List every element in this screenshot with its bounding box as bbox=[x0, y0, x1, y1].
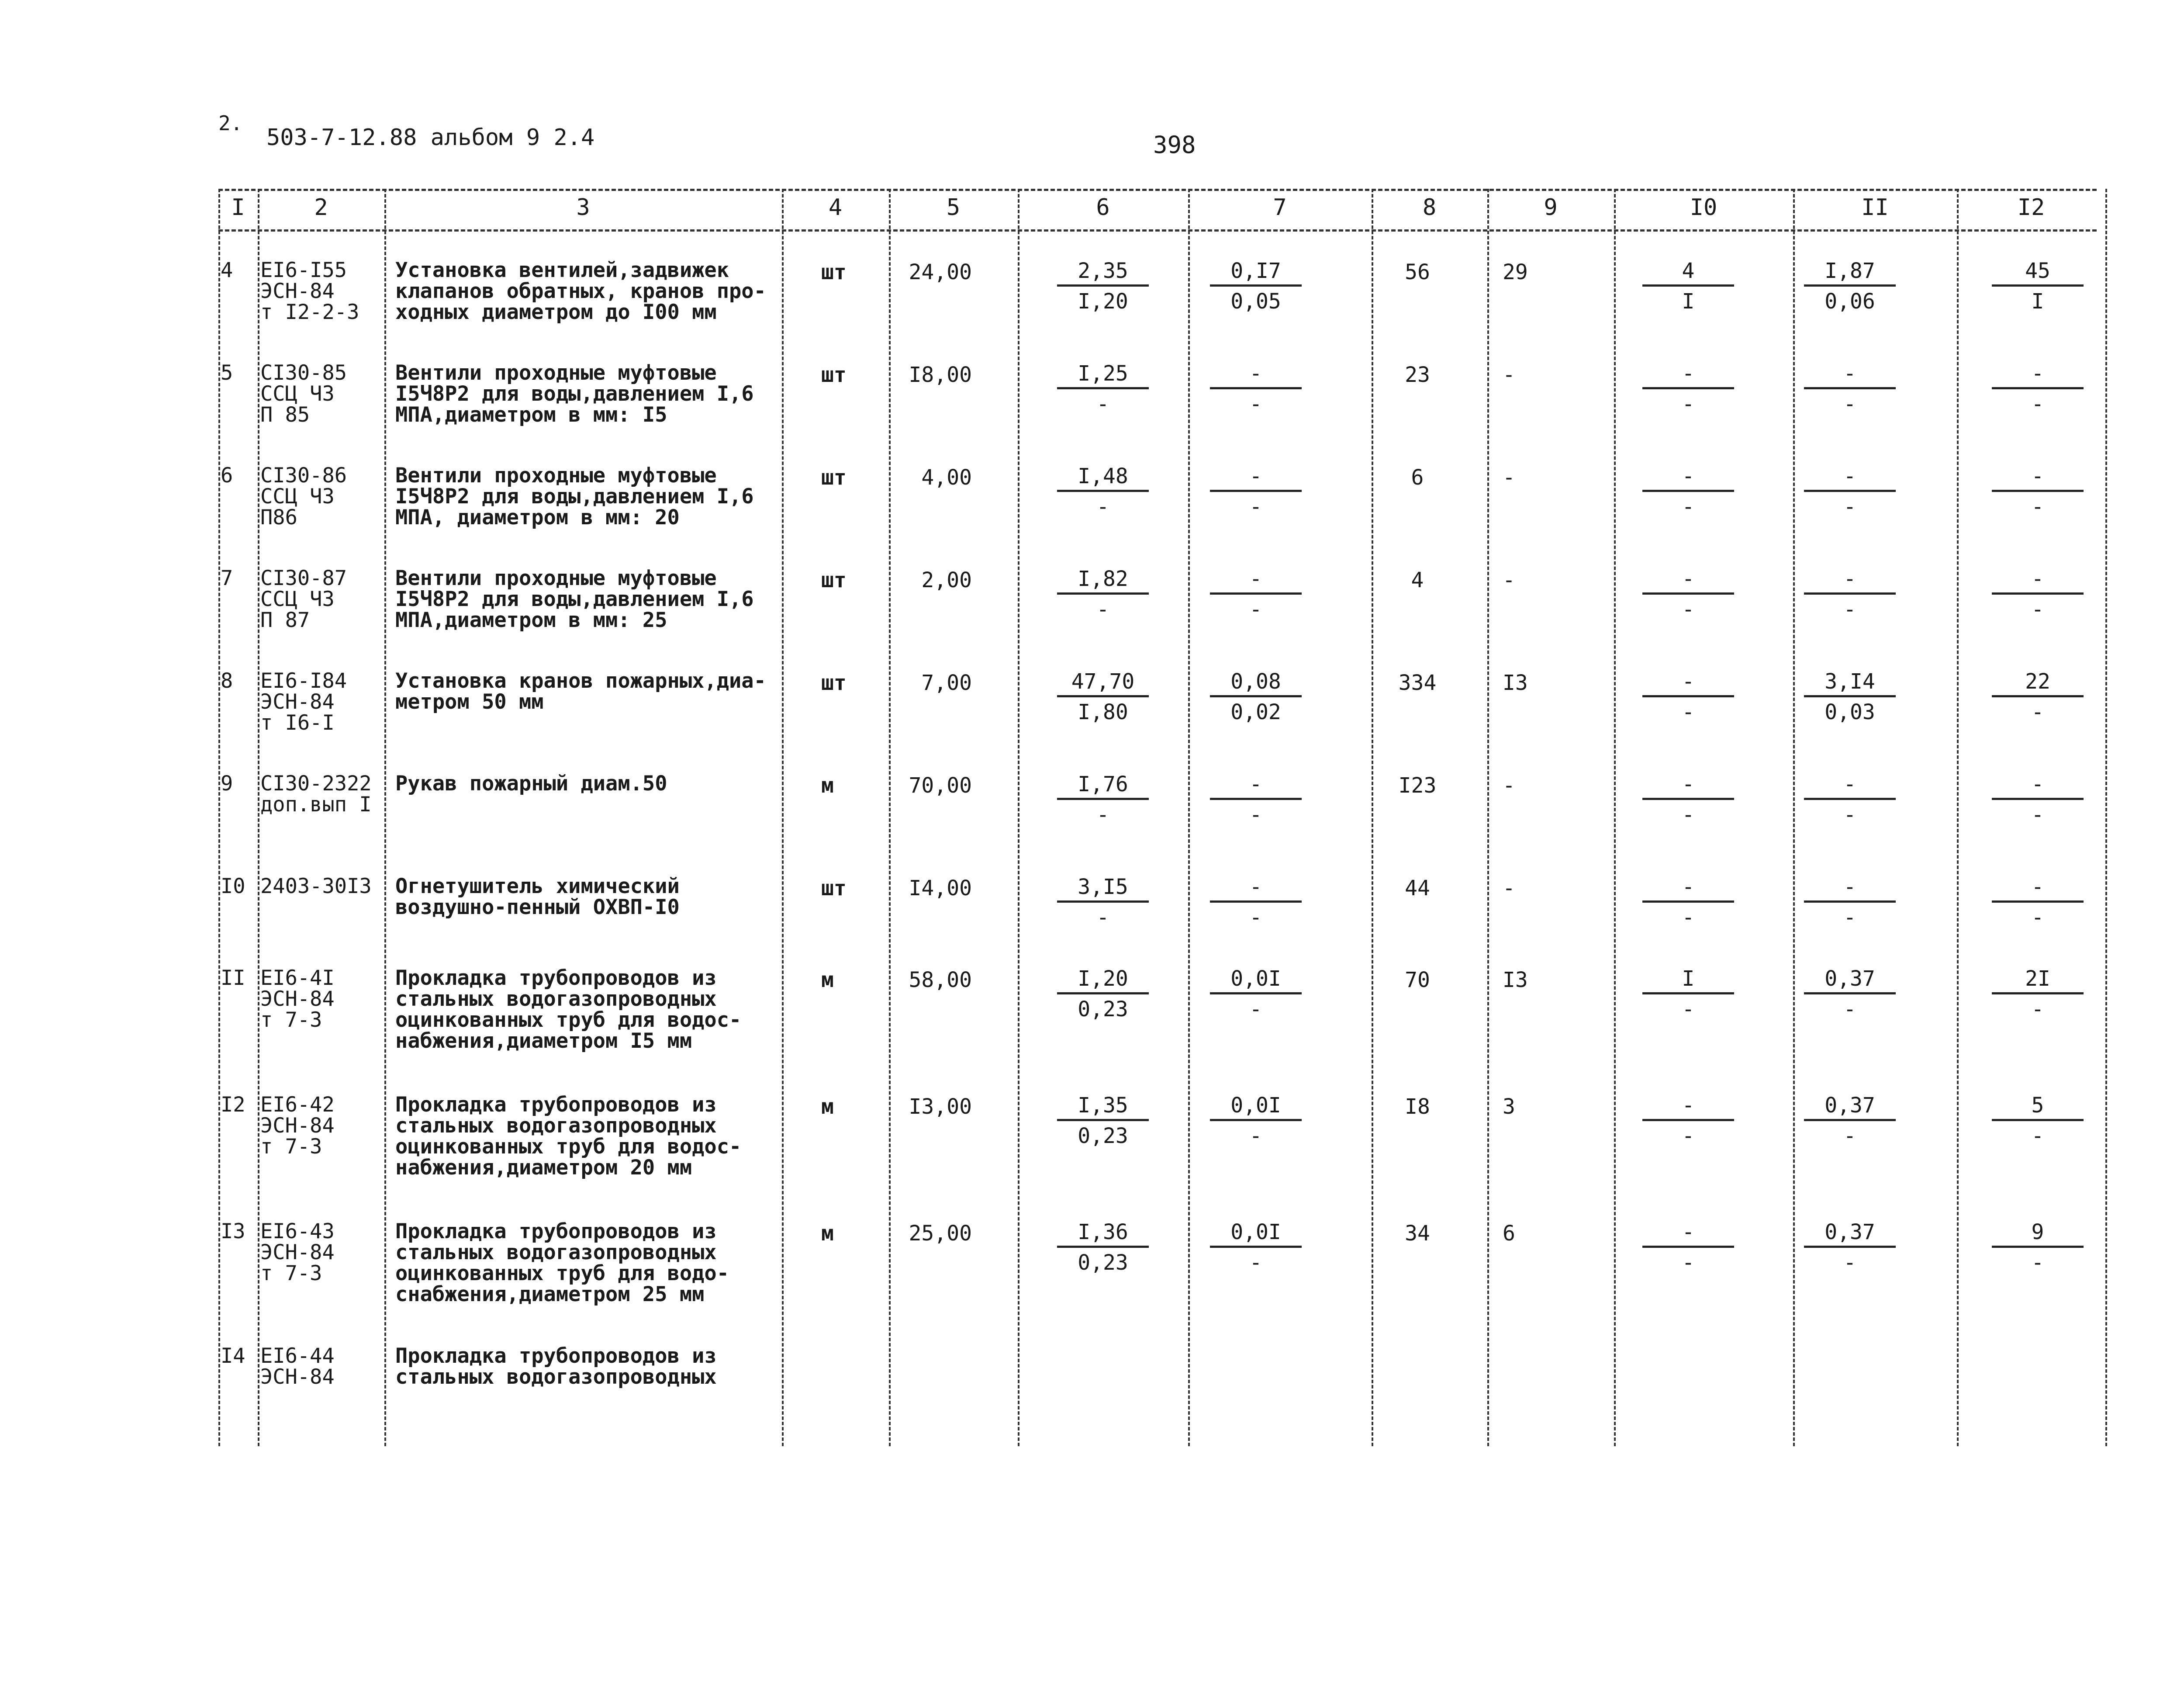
row-number: 9 bbox=[221, 772, 233, 796]
value-col-9: - bbox=[1503, 465, 1515, 490]
fraction-cell bbox=[1057, 465, 1149, 519]
work-description: Прокладка трубопроводов из стальных водогазопроводных оцинкованных труб для водос- набжения,диаметром 20 мм bbox=[395, 1093, 742, 1180]
fraction-denominator: - bbox=[1096, 392, 1109, 416]
fraction-denominator: - bbox=[1682, 700, 1695, 724]
fraction-cell bbox=[1210, 773, 1302, 827]
fraction-denominator: - bbox=[1249, 392, 1262, 416]
fraction-numerator: 5 bbox=[1992, 1094, 2084, 1121]
work-description: Прокладка трубопроводов из стальных водогазопроводных оцинкованных труб для водо- снабжения,диаметром 25 мм bbox=[395, 1219, 729, 1306]
fraction-numerator: - bbox=[1642, 876, 1734, 903]
column-divider bbox=[2105, 189, 2107, 1446]
fraction-denominator: - bbox=[1843, 803, 1856, 827]
norm-code: CI30-86 ССЦ Ч3 П86 bbox=[260, 464, 347, 530]
column-divider bbox=[1793, 189, 1795, 1446]
row-number: 6 bbox=[221, 464, 233, 488]
column-header: II bbox=[1861, 194, 1889, 221]
quantity: I3,00 bbox=[909, 1094, 972, 1119]
fraction-cell bbox=[1057, 876, 1149, 930]
fraction-cell bbox=[1642, 260, 1734, 314]
fraction-denominator: - bbox=[2031, 1250, 2044, 1275]
column-divider bbox=[1372, 189, 1373, 1446]
norm-code: EI6-42 ЭСН-84 т 7-3 bbox=[260, 1093, 335, 1159]
fraction-denominator: - bbox=[1096, 803, 1109, 827]
fraction-denominator: - bbox=[2031, 392, 2044, 416]
fraction-cell bbox=[1210, 260, 1302, 314]
fraction-denominator: - bbox=[2031, 905, 2044, 930]
row-number: I4 bbox=[221, 1344, 245, 1368]
document-code: 503-7-12.88 альбом 9 2.4 bbox=[266, 125, 595, 151]
column-header: 2 bbox=[314, 194, 328, 221]
work-description: Вентили проходные муфтовые I5Ч8Р2 для воды,давлением I,6 МПА,диаметром в мм: I5 bbox=[395, 361, 754, 427]
fraction-denominator: - bbox=[1682, 597, 1695, 622]
fraction-denominator: 0,03 bbox=[1825, 700, 1875, 724]
value-col-9: - bbox=[1503, 876, 1515, 900]
fraction-numerator: 45 bbox=[1992, 260, 2084, 287]
fraction-numerator: 0,0I bbox=[1210, 968, 1302, 994]
fraction-denominator: - bbox=[1682, 495, 1695, 519]
fraction-denominator: 0,06 bbox=[1825, 289, 1875, 314]
fraction-numerator: 0,I7 bbox=[1210, 260, 1302, 287]
unit: м bbox=[821, 773, 834, 798]
fraction-numerator: - bbox=[1210, 568, 1302, 595]
fraction-cell bbox=[1804, 363, 1896, 416]
fraction-cell bbox=[1992, 671, 2084, 724]
work-description: Прокладка трубопроводов из стальных водогазопроводных bbox=[395, 1344, 717, 1389]
fraction-denominator: - bbox=[1249, 1124, 1262, 1148]
fraction-cell bbox=[1057, 968, 1149, 1022]
fraction-numerator: 0,0I bbox=[1210, 1094, 1302, 1121]
work-description: Установка кранов пожарных,диа- метром 50 мм bbox=[395, 669, 766, 714]
quantity: 4,00 bbox=[921, 465, 972, 490]
fraction-cell bbox=[1804, 1221, 1896, 1275]
fraction-numerator: 0,37 bbox=[1804, 1094, 1896, 1121]
fraction-numerator: 3,I4 bbox=[1804, 671, 1896, 697]
fraction-numerator: - bbox=[1642, 363, 1734, 389]
column-divider bbox=[1614, 189, 1616, 1446]
fraction-cell bbox=[1642, 671, 1734, 724]
value-col-9: 6 bbox=[1503, 1221, 1515, 1246]
fraction-numerator: - bbox=[1642, 1221, 1734, 1248]
work-description: Прокладка трубопроводов из стальных водогазопроводных оцинкованных труб для водос- набжения,диаметром I5 мм bbox=[395, 966, 742, 1053]
fraction-cell bbox=[1057, 568, 1149, 622]
fraction-denominator: - bbox=[2031, 700, 2044, 724]
fraction-numerator: - bbox=[1210, 773, 1302, 800]
fraction-denominator: - bbox=[1096, 905, 1109, 930]
fraction-numerator: I,35 bbox=[1057, 1094, 1149, 1121]
header-top-rule bbox=[218, 189, 2097, 191]
value-col-8: I8 bbox=[1405, 1094, 1430, 1119]
value-col-9: - bbox=[1503, 363, 1515, 387]
column-header: I bbox=[231, 194, 245, 221]
fraction-numerator: 0,0I bbox=[1210, 1221, 1302, 1248]
fraction-numerator: I bbox=[1642, 968, 1734, 994]
value-col-9: - bbox=[1503, 773, 1515, 798]
fraction-cell bbox=[1210, 968, 1302, 1022]
norm-code: EI6-43 ЭСН-84 т 7-3 bbox=[260, 1219, 335, 1285]
row-number: I0 bbox=[221, 874, 245, 898]
fraction-numerator: 9 bbox=[1992, 1221, 2084, 1248]
fraction-numerator: 0,37 bbox=[1804, 1221, 1896, 1248]
fraction-denominator: - bbox=[1249, 997, 1262, 1022]
fraction-numerator: I,36 bbox=[1057, 1221, 1149, 1248]
fraction-denominator: - bbox=[2031, 597, 2044, 622]
column-divider bbox=[1188, 189, 1190, 1446]
column-divider bbox=[1957, 189, 1959, 1446]
norm-code: CI30-85 ССЦ Ч3 П 85 bbox=[260, 361, 347, 427]
value-col-8: 6 bbox=[1411, 465, 1424, 490]
value-col-8: 4 bbox=[1411, 568, 1424, 592]
quantity: I4,00 bbox=[909, 876, 972, 900]
value-col-8: 56 bbox=[1405, 260, 1430, 284]
norm-code: 2403-30I3 bbox=[260, 874, 372, 898]
value-col-8: 34 bbox=[1405, 1221, 1430, 1246]
fraction-numerator: - bbox=[1804, 465, 1896, 492]
fraction-denominator: - bbox=[1682, 997, 1695, 1022]
norm-code: CI30-2322 доп.вып I bbox=[260, 772, 372, 817]
fraction-denominator: - bbox=[1843, 597, 1856, 622]
work-description: Вентили проходные муфтовые I5Ч8Р2 для воды,давлением I,6 МПА, диаметром в мм: 20 bbox=[395, 464, 754, 530]
column-header: 6 bbox=[1096, 194, 1110, 221]
unit: м bbox=[821, 968, 834, 992]
quantity: 24,00 bbox=[909, 260, 972, 284]
value-col-9: 29 bbox=[1503, 260, 1528, 284]
unit: шт bbox=[821, 465, 847, 490]
fraction-cell bbox=[1057, 671, 1149, 724]
work-description: Рукав пожарный диам.50 bbox=[395, 772, 667, 796]
fraction-denominator: 0,23 bbox=[1078, 1124, 1128, 1148]
unit: шт bbox=[821, 876, 847, 900]
fraction-numerator: - bbox=[1642, 671, 1734, 697]
row-number: 7 bbox=[221, 566, 233, 590]
fraction-numerator: - bbox=[1642, 465, 1734, 492]
column-divider bbox=[1018, 189, 1019, 1446]
fraction-denominator: - bbox=[1249, 1250, 1262, 1275]
quantity: I8,00 bbox=[909, 363, 972, 387]
fraction-numerator: - bbox=[1210, 363, 1302, 389]
corner-number: 2. bbox=[218, 111, 243, 135]
fraction-cell bbox=[1210, 363, 1302, 416]
fraction-cell bbox=[1804, 876, 1896, 930]
fraction-denominator: - bbox=[1843, 905, 1856, 930]
quantity: 7,00 bbox=[921, 671, 972, 695]
fraction-numerator: I,76 bbox=[1057, 773, 1149, 800]
fraction-cell bbox=[1992, 568, 2084, 622]
value-col-8: 44 bbox=[1405, 876, 1430, 900]
norm-code: EI6-4I ЭСН-84 т 7-3 bbox=[260, 966, 335, 1032]
fraction-cell bbox=[1804, 671, 1896, 724]
quantity: 58,00 bbox=[909, 968, 972, 992]
column-divider bbox=[384, 189, 386, 1446]
fraction-cell bbox=[1992, 876, 2084, 930]
fraction-cell bbox=[1804, 568, 1896, 622]
fraction-numerator: 3,I5 bbox=[1057, 876, 1149, 903]
fraction-cell bbox=[1210, 465, 1302, 519]
unit: шт bbox=[821, 363, 847, 387]
column-divider bbox=[1487, 189, 1489, 1446]
fraction-cell bbox=[1057, 1094, 1149, 1148]
fraction-cell bbox=[1210, 876, 1302, 930]
quantity: 25,00 bbox=[909, 1221, 972, 1246]
row-number: 8 bbox=[221, 669, 233, 693]
fraction-denominator: - bbox=[1843, 1124, 1856, 1148]
norm-code: EI6-44 ЭСН-84 bbox=[260, 1344, 335, 1389]
fraction-numerator: - bbox=[1992, 876, 2084, 903]
fraction-numerator: I,20 bbox=[1057, 968, 1149, 994]
work-description: Установка вентилей,задвижек клапанов обратных, кранов про- ходных диаметром до I00 мм bbox=[395, 258, 766, 324]
fraction-denominator: - bbox=[1682, 803, 1695, 827]
fraction-denominator: 0,23 bbox=[1078, 997, 1128, 1022]
fraction-denominator: - bbox=[1249, 905, 1262, 930]
value-col-9: 3 bbox=[1503, 1094, 1515, 1119]
norm-code: CI30-87 ССЦ Ч3 П 87 bbox=[260, 566, 347, 632]
fraction-denominator: - bbox=[1682, 1250, 1695, 1275]
value-col-8: 23 bbox=[1405, 363, 1430, 387]
fraction-numerator: - bbox=[1992, 568, 2084, 595]
fraction-numerator: I,25 bbox=[1057, 363, 1149, 389]
value-col-9: I3 bbox=[1503, 671, 1528, 695]
fraction-cell bbox=[1642, 568, 1734, 622]
norm-code: EI6-I55 ЭСН-84 т I2-2-3 bbox=[260, 258, 359, 324]
fraction-cell bbox=[1642, 876, 1734, 930]
fraction-numerator: - bbox=[1804, 363, 1896, 389]
fraction-cell bbox=[1210, 1094, 1302, 1148]
fraction-numerator: - bbox=[1992, 363, 2084, 389]
fraction-denominator: - bbox=[1843, 1250, 1856, 1275]
fraction-denominator: - bbox=[1682, 1124, 1695, 1148]
fraction-denominator: - bbox=[2031, 997, 2044, 1022]
fraction-cell bbox=[1210, 671, 1302, 724]
work-description: Огнетушитель химический воздушно-пенный ОХВП-I0 bbox=[395, 874, 680, 919]
fraction-numerator: - bbox=[1804, 773, 1896, 800]
fraction-cell bbox=[1210, 1221, 1302, 1275]
fraction-denominator: - bbox=[1096, 495, 1109, 519]
fraction-denominator: - bbox=[1249, 597, 1262, 622]
column-divider bbox=[258, 189, 259, 1446]
unit: шт bbox=[821, 568, 847, 592]
fraction-denominator: I bbox=[1682, 289, 1695, 314]
fraction-cell bbox=[1804, 773, 1896, 827]
column-header: 7 bbox=[1273, 194, 1287, 221]
quantity: 2,00 bbox=[921, 568, 972, 592]
norm-code: EI6-I84 ЭСН-84 т I6-I bbox=[260, 669, 347, 735]
fraction-numerator: - bbox=[1992, 773, 2084, 800]
column-header: I2 bbox=[2017, 194, 2045, 221]
fraction-numerator: - bbox=[1992, 465, 2084, 492]
column-header: 4 bbox=[828, 194, 843, 221]
fraction-numerator: - bbox=[1642, 773, 1734, 800]
fraction-numerator: - bbox=[1804, 876, 1896, 903]
fraction-cell bbox=[1992, 363, 2084, 416]
fraction-denominator: - bbox=[1249, 803, 1262, 827]
fraction-cell bbox=[1642, 968, 1734, 1022]
fraction-denominator: - bbox=[1249, 495, 1262, 519]
fraction-cell bbox=[1804, 465, 1896, 519]
fraction-numerator: 2,35 bbox=[1057, 260, 1149, 287]
value-col-9: - bbox=[1503, 568, 1515, 592]
fraction-cell bbox=[1642, 465, 1734, 519]
fraction-denominator: 0,02 bbox=[1230, 700, 1281, 724]
column-header: 5 bbox=[946, 194, 961, 221]
fraction-numerator: I,82 bbox=[1057, 568, 1149, 595]
fraction-cell bbox=[1057, 363, 1149, 416]
fraction-numerator: I,48 bbox=[1057, 465, 1149, 492]
fraction-numerator: 0,08 bbox=[1210, 671, 1302, 697]
fraction-cell bbox=[1804, 260, 1896, 314]
fraction-denominator: I bbox=[2031, 289, 2044, 314]
fraction-cell bbox=[1992, 1094, 2084, 1148]
fraction-numerator: 2I bbox=[1992, 968, 2084, 994]
fraction-numerator: I,87 bbox=[1804, 260, 1896, 287]
fraction-cell bbox=[1057, 773, 1149, 827]
fraction-cell bbox=[1992, 968, 2084, 1022]
value-col-8: 334 bbox=[1398, 671, 1437, 695]
fraction-cell bbox=[1642, 1221, 1734, 1275]
header-bottom-rule bbox=[218, 229, 2097, 232]
row-number: I3 bbox=[221, 1219, 245, 1243]
fraction-denominator: - bbox=[1096, 597, 1109, 622]
fraction-cell bbox=[1992, 1221, 2084, 1275]
value-col-8: I23 bbox=[1398, 773, 1437, 798]
fraction-numerator: - bbox=[1210, 465, 1302, 492]
fraction-cell bbox=[1642, 363, 1734, 416]
fraction-cell bbox=[1057, 1221, 1149, 1275]
fraction-cell bbox=[1642, 1094, 1734, 1148]
fraction-denominator: - bbox=[1843, 997, 1856, 1022]
fraction-cell bbox=[1992, 773, 2084, 827]
row-number: II bbox=[221, 966, 245, 990]
fraction-numerator: 22 bbox=[1992, 671, 2084, 697]
fraction-denominator: I,20 bbox=[1078, 289, 1128, 314]
fraction-numerator: 4 bbox=[1642, 260, 1734, 287]
fraction-denominator: - bbox=[2031, 1124, 2044, 1148]
fraction-cell bbox=[1804, 1094, 1896, 1148]
fraction-cell bbox=[1210, 568, 1302, 622]
fraction-denominator: - bbox=[1682, 905, 1695, 930]
fraction-cell bbox=[1992, 260, 2084, 314]
unit: шт bbox=[821, 260, 847, 284]
fraction-denominator: - bbox=[1682, 392, 1695, 416]
quantity: 70,00 bbox=[909, 773, 972, 798]
column-header: 3 bbox=[576, 194, 590, 221]
fraction-denominator: 0,23 bbox=[1078, 1250, 1128, 1275]
value-col-8: 70 bbox=[1405, 968, 1430, 992]
column-header: 9 bbox=[1544, 194, 1558, 221]
row-number: I2 bbox=[221, 1093, 245, 1117]
value-col-9: I3 bbox=[1503, 968, 1528, 992]
column-header: 8 bbox=[1422, 194, 1437, 221]
fraction-numerator: - bbox=[1642, 1094, 1734, 1121]
unit: м bbox=[821, 1094, 834, 1119]
fraction-cell bbox=[1642, 773, 1734, 827]
column-divider bbox=[218, 189, 220, 1446]
fraction-denominator: 0,05 bbox=[1230, 289, 1281, 314]
unit: м bbox=[821, 1221, 834, 1246]
fraction-denominator: - bbox=[2031, 495, 2044, 519]
fraction-numerator: - bbox=[1642, 568, 1734, 595]
fraction-numerator: 0,37 bbox=[1804, 968, 1896, 994]
fraction-numerator: - bbox=[1210, 876, 1302, 903]
column-header: I0 bbox=[1690, 194, 1717, 221]
page-number: 398 bbox=[1153, 131, 1196, 159]
row-number: 5 bbox=[221, 361, 233, 385]
column-divider bbox=[782, 189, 784, 1446]
fraction-denominator: - bbox=[1843, 495, 1856, 519]
row-number: 4 bbox=[221, 258, 233, 282]
unit: шт bbox=[821, 671, 847, 695]
fraction-denominator: - bbox=[1843, 392, 1856, 416]
fraction-cell bbox=[1057, 260, 1149, 314]
fraction-numerator: - bbox=[1804, 568, 1896, 595]
fraction-denominator: - bbox=[2031, 803, 2044, 827]
fraction-denominator: I,80 bbox=[1078, 700, 1128, 724]
work-description: Вентили проходные муфтовые I5Ч8Р2 для воды,давлением I,6 МПА,диаметром в мм: 25 bbox=[395, 566, 754, 632]
fraction-numerator: 47,70 bbox=[1057, 671, 1149, 697]
fraction-cell bbox=[1804, 968, 1896, 1022]
fraction-cell bbox=[1992, 465, 2084, 519]
